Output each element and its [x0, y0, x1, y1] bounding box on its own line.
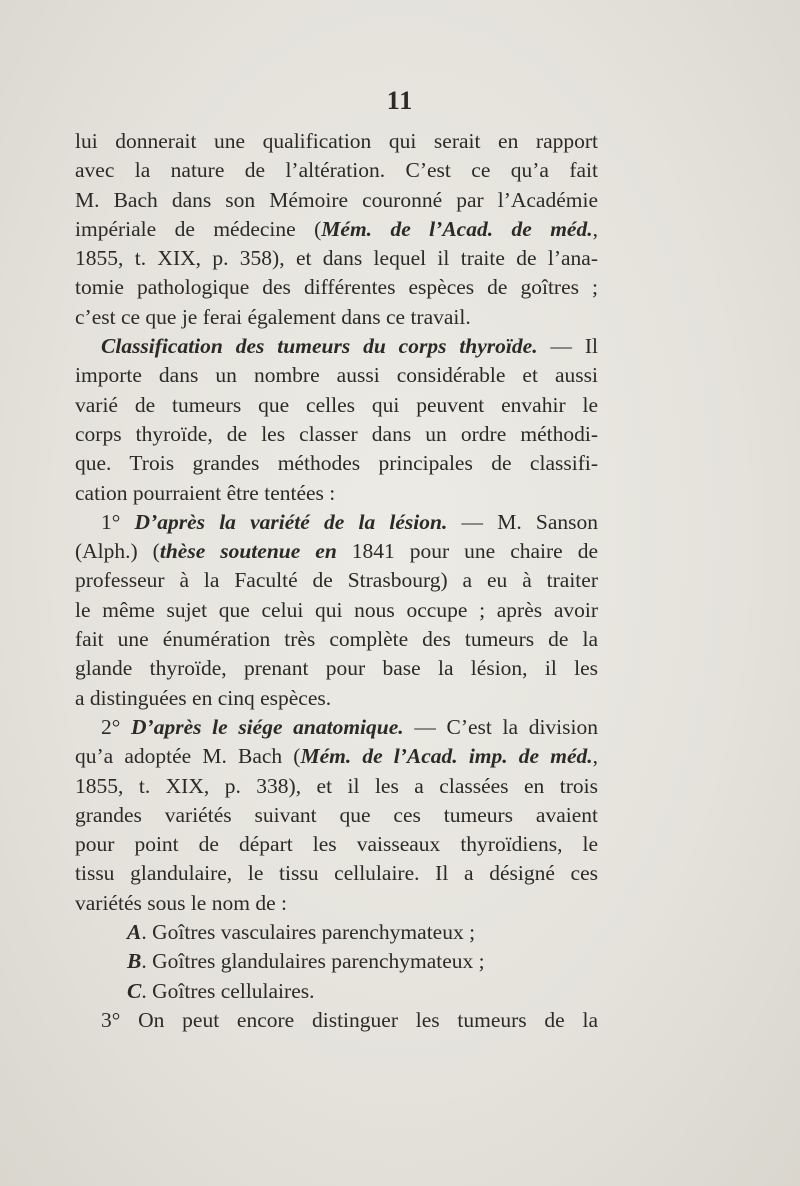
text-line	[75, 391, 598, 420]
italic-text: Classification des tumeurs du corps thyroïde.	[101, 334, 538, 359]
text-line	[75, 918, 598, 947]
text-run: (Alph.) (	[75, 539, 160, 564]
text-run: fait une énumération très complète des tumeurs de la	[75, 627, 598, 652]
text-line	[75, 537, 598, 566]
text-line	[75, 1006, 598, 1035]
text-run: qu’a adoptée M. Bach (	[75, 744, 301, 769]
text-run: avec la nature de l’altération. C’est ce qu’a fait	[75, 158, 598, 183]
text-line	[75, 303, 598, 332]
text-line	[75, 479, 598, 508]
text-line	[75, 625, 598, 654]
body-text	[75, 127, 598, 1035]
text-run: grandes variétés suivant que ces tumeurs avaient	[75, 802, 598, 827]
text-line	[75, 742, 598, 771]
text-line	[75, 713, 598, 742]
text-run: . Goîtres glandulaires parenchymateux ;	[141, 949, 485, 974]
text-run: glande thyroïde, prenant pour base la lésion, il les	[75, 656, 598, 681]
text-line	[75, 186, 598, 215]
text-line	[75, 772, 598, 801]
page-number: 11	[386, 86, 414, 115]
text-run: cation pourraient être tentées :	[75, 480, 336, 505]
text-line	[75, 977, 598, 1006]
text-run: M. Bach dans son Mémoire couronné par l’Académie	[75, 187, 598, 212]
italic-text: Mém. de l’Acad. imp. de méd.	[300, 744, 593, 769]
text-line	[75, 830, 598, 859]
italic-text: Mém. de l’Acad. de méd.	[321, 216, 593, 241]
text-run: tissu glandulaire, le tissu cellulaire. Il a désigné ces	[75, 861, 598, 886]
text-run: 3° On peut encore distinguer les tumeurs de la	[101, 1007, 598, 1032]
text-line	[75, 596, 598, 625]
text-run: impériale de médecine (	[75, 216, 322, 241]
text-line	[75, 273, 598, 302]
text-line	[75, 361, 598, 390]
text-line	[75, 859, 598, 888]
text-line	[75, 566, 598, 595]
text-run: ,	[592, 744, 598, 769]
text-run: a distinguées en cinq espèces.	[75, 685, 332, 710]
text-line	[75, 156, 598, 185]
italic-text: D’après la variété de la lésion.	[134, 509, 448, 534]
text-run: importe dans un nombre aussi considérable et aussi	[75, 363, 598, 388]
text-line	[75, 801, 598, 830]
italic-text: thèse soutenue en	[159, 539, 337, 564]
text-run: corps thyroïde, de les classer dans un ordre méthodi-	[75, 421, 598, 446]
text-line	[75, 889, 598, 918]
text-line	[75, 127, 598, 156]
text-line	[75, 244, 598, 273]
italic-text: A	[127, 920, 142, 945]
text-run: 1855, t. XIX, p. 358), et dans lequel il traite de l’ana-	[75, 246, 598, 271]
italic-text: C	[127, 978, 142, 1003]
text-line	[75, 654, 598, 683]
text-run: . Goîtres cellulaires.	[141, 978, 315, 1003]
text-line	[75, 508, 598, 537]
text-run: ,	[592, 216, 598, 241]
text-run: pour point de départ les vaisseaux thyroïdiens, le	[75, 832, 598, 857]
text-run: variétés sous le nom de :	[75, 890, 287, 915]
text-line	[75, 684, 598, 713]
text-run: professeur à la Faculté de Strasbourg) a eu à traiter	[75, 568, 598, 593]
text-line	[75, 420, 598, 449]
italic-text: B	[127, 949, 142, 974]
text-run: 2°	[101, 714, 132, 739]
text-run: lui donnerait une qualification qui serait en rapport	[75, 129, 598, 153]
text-line	[75, 449, 598, 478]
text-run: que. Trois grandes méthodes principales de classifi-	[75, 451, 598, 476]
text-run: — M. Sanson	[447, 509, 598, 534]
text-run: 1°	[101, 509, 135, 534]
text-run: — Il	[537, 334, 598, 359]
text-run: . Goîtres vasculaires parenchymateux ;	[141, 920, 476, 945]
text-line	[75, 332, 598, 361]
italic-text: D’après le siége anatomique.	[131, 714, 404, 739]
text-line	[75, 215, 598, 244]
text-run: — C’est la division	[403, 714, 598, 739]
text-run: tomie pathologique des différentes espèces de goîtres ;	[75, 275, 598, 300]
text-run: le même sujet que celui qui nous occupe ; après avoir	[75, 597, 598, 622]
text-run: varié de tumeurs que celles qui peuvent envahir le	[75, 392, 598, 417]
text-run: c’est ce que je ferai également dans ce travail.	[75, 304, 471, 329]
text-run: 1841 pour une chaire de	[336, 539, 598, 564]
text-line	[75, 947, 598, 976]
text-run: 1855, t. XIX, p. 338), et il les a classées en trois	[75, 773, 598, 798]
